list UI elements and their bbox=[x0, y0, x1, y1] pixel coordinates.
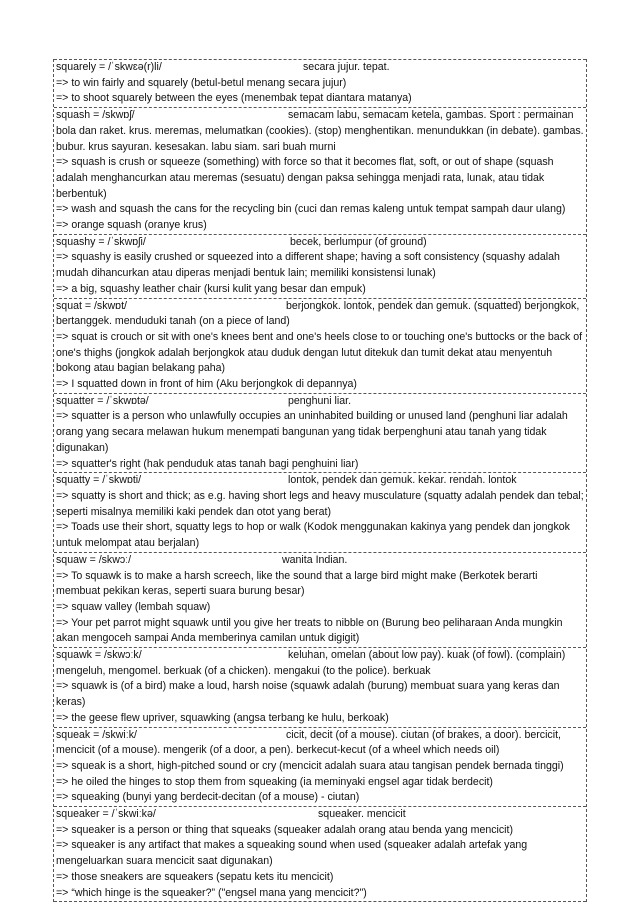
entry-translation: penghuni liar. bbox=[288, 394, 352, 407]
entry-example-line: => squatter's right (hak penduduk atas tanah bagi penghuini liar) bbox=[56, 457, 359, 470]
dictionary-entry bbox=[54, 393, 586, 473]
entry-example-line: => a big, squashy leather chair (kursi kulit yang besar dan empuk) bbox=[56, 282, 366, 295]
entry-translation: berjongkok. lontok, pendek dan gemuk. (squatted) berjongkok, bertanggek. menduduki tanah (on a piece of land) bbox=[56, 299, 580, 328]
entry-example-line: => squeaker is any artifact that makes a squeaking sound when used (squeaker adalah artefak yang mengeluarkan suara mencicit saat digunakan) bbox=[56, 839, 528, 868]
entry-example-line: => squashy is easily crushed or squeezed into a different shape; having a soft consistency (squashy adalah mudah dihancurkan atau diperas menjadi bentuk lain; memiliki konsistensi lunak) bbox=[56, 251, 560, 280]
entry-headword-line bbox=[54, 108, 586, 155]
headword-pronunciation: squashy = /ˈskwɒʃi/ bbox=[56, 235, 146, 248]
entry-example-line: => squaw valley (lembah squaw) bbox=[56, 600, 211, 613]
entry-translation: cicit, decit (of a mouse). ciutan (of brakes, a door). bercicit, mencicit (of a mouse). mengerik (of a door, a pen). berkecut-kecut (of a wheel which needs oil) bbox=[56, 728, 561, 757]
dictionary-entry bbox=[54, 298, 586, 393]
dictionary-entry bbox=[54, 107, 586, 234]
dictionary-entry bbox=[54, 234, 586, 298]
dictionary-entry bbox=[54, 727, 586, 807]
entry-translation: secara jujur. tepat. bbox=[303, 61, 390, 73]
entry-translation: semacam labu, semacam ketela, gambas. Sport : permainan bola dan raket. krus. meremas, melumatkan (cookies). (stop) menghentikan. menundukkan (in debate). gambas. bubur. krus sayuran. kesesakan. labu siam. sari buah murni bbox=[56, 109, 584, 153]
entry-example-line: => to shoot squarely between the eyes (menembak tepat diantara matanya) bbox=[56, 92, 412, 105]
entry-example-line: => squeaking (bunyi yang berdecit-decitan (of a mouse) - ciutan) bbox=[56, 791, 360, 804]
entry-headword-line bbox=[54, 728, 586, 759]
entry-example-line: => squatty is short and thick; as e.g. having short legs and heavy musculature (squatty adalah pendek dan tebal; seperti misalnya memiliki kaki pendek dan otot yang berat) bbox=[56, 489, 584, 518]
entry-example-line: => squatter is a person who unlawfully occupies an uninhabited building or unused land (penghuni liar adalah orang yang secara melawan hukum menempati bangunan yang tidak berpenghuni atau tanah yang tidak digunakan) bbox=[56, 410, 568, 454]
entry-example-line: => “which hinge is the squeaker?” ("engsel mana yang mencicit?") bbox=[56, 886, 367, 899]
dictionary-entry bbox=[54, 59, 586, 107]
entry-headword-line bbox=[54, 553, 586, 569]
entry-example-line: => squawk is (of a bird) make a loud, harsh noise (squawk adalah (burung) membuat suara yang keras dan keras) bbox=[56, 680, 560, 709]
entry-example-line: => orange squash (oranye krus) bbox=[56, 219, 207, 232]
entry-example-line: => Your pet parrot might squawk until you give her treats to nibble on (Burung beo peliharaan Anda mungkin akan mengoceh sampai Anda memberinya camilan untuk digigit) bbox=[56, 616, 563, 645]
dictionary-entry bbox=[54, 647, 586, 727]
entry-translation: lontok, pendek dan gemuk. kekar. rendah. lontok bbox=[288, 474, 517, 487]
headword-pronunciation: squeak = /skwiːk/ bbox=[56, 728, 137, 741]
headword-pronunciation: squash = /skwɒʃ/ bbox=[56, 109, 135, 122]
entry-example-line: => to win fairly and squarely (betul-betul menang secara jujur) bbox=[56, 76, 347, 89]
headword-pronunciation: squatty = /ˈskwɒti/ bbox=[56, 474, 142, 487]
entry-translation: wanita Indian. bbox=[282, 553, 348, 566]
entry-example-line: => Toads use their short, squatty legs to hop or walk (Kodok menggunakan kakinya yang pendek dan jongkok untuk melompat atau berjalan) bbox=[56, 521, 570, 550]
headword-pronunciation: squawk = /skwɔːk/ bbox=[56, 649, 142, 662]
entry-headword-line bbox=[54, 299, 586, 330]
headword-pronunciation: squatter = /ˈskwɒtə/ bbox=[56, 394, 149, 407]
dictionary-entry bbox=[54, 806, 586, 902]
entry-example-line: => I squatted down in front of him (Aku berjongkok di depannya) bbox=[56, 378, 357, 391]
entry-headword-line bbox=[54, 648, 586, 679]
entry-translation: keluhan, omelan (about low pay). kuak (of fowl). (complain) mengeluh, mengomel. berkuak (of a chicken). mengakui (to the police). berkuak bbox=[56, 649, 566, 677]
entry-example-line: => squat is crouch or sit with one's knees bent and one's heels close to or touching one's buttocks or the back of one's thighs (jongkok adalah berjongkok atau duduk dengan lutut ditekuk dan tumit dekat atau menyentuh bokong atau bagian belakang paha) bbox=[56, 330, 583, 375]
entry-example-line: => those sneakers are squeakers (sepatu kets itu mencicit) bbox=[56, 870, 334, 883]
headword-pronunciation: squaw = /skwɔː/ bbox=[56, 553, 132, 566]
entry-headword-line bbox=[54, 235, 586, 251]
headword-pronunciation: squat = /skwɒt/ bbox=[56, 299, 127, 312]
headword-pronunciation: squarely = /ˈskwɛə(r)li/ bbox=[56, 61, 162, 73]
entry-example-line: => squash is crush or squeeze (something) with force so that it becomes flat, soft, or out of shape (squash adalah menghancurkan atau meremas (sesuatu) dengan paksa sehingga menjadi rata, lunak, atau tidak berbentuk) bbox=[56, 156, 554, 200]
entry-example-line: => To squawk is to make a harsh screech, like the sound that a large bird might make (Berkotek berarti membuat pekikan keras, seperti suara burung besar) bbox=[56, 569, 538, 598]
entry-example-line: => the geese flew upriver, squawking (angsa terbang ke hulu, berkoak) bbox=[56, 711, 389, 724]
entry-headword-line bbox=[54, 394, 586, 410]
entry-headword-line bbox=[54, 807, 586, 823]
entry-translation: becek, berlumpur (of ground) bbox=[290, 235, 427, 248]
headword-pronunciation: squeaker = /ˈskwiːkə/ bbox=[56, 808, 156, 821]
dictionary-entry bbox=[54, 552, 586, 647]
dictionary-entry bbox=[54, 472, 586, 552]
entry-example-line: => wash and squash the cans for the recycling bin (cuci dan remas kaleng untuk tempat sampah daur ulang) bbox=[56, 203, 566, 216]
entry-example-line: => he oiled the hinges to stop them from squeaking (ia meminyaki engsel agar tidak berdecit) bbox=[56, 775, 493, 788]
entry-example-line: => squeak is a short, high-pitched sound or cry (mencicit adalah suara atau tangisan pendek bernada tinggi) bbox=[56, 759, 564, 772]
entry-headword-line bbox=[54, 473, 586, 489]
entry-example-line: => squeaker is a person or thing that squeaks (squeaker adalah orang atau benda yang mencicit) bbox=[56, 823, 514, 836]
entry-translation: squeaker. mencicit bbox=[318, 808, 406, 821]
dictionary-document bbox=[53, 59, 587, 902]
entry-headword-line bbox=[54, 60, 586, 76]
